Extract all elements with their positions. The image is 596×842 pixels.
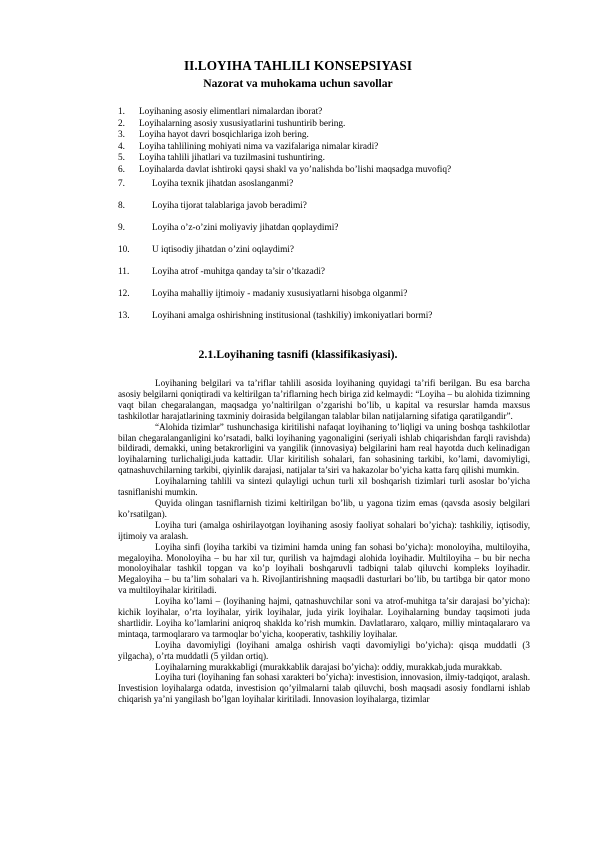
list-item-text: Loyihalarning asosiy xususiyatlarini tushuntirib bering. xyxy=(139,118,346,129)
list-item-number: 13. xyxy=(118,311,130,321)
chapter-title: II.LOYIHA TAHLILI KONSEPSIYASI xyxy=(183,58,413,73)
body-text xyxy=(118,378,530,705)
list-item-number: 10. xyxy=(118,245,130,255)
list-item-text: Loyiha o’z-o’zini moliyaviy jihatdan qoplaydimi? xyxy=(152,223,339,233)
list-item xyxy=(118,107,578,119)
list-item-number: 2. xyxy=(118,118,125,129)
list-item xyxy=(118,179,293,189)
paragraph: Loyiha ko’lami – (loyihaning hajmi, qatnashuvchilar soni va atrof-muhitga ta’sir darajasi bo’yicha): kichik loyihalar, o’rta loyihalar, yirik loyihalar, juda yirik loyihalar. Loyihalarning bunday taqsimoti juda shartlidir. Loyiha ko’lamlarini aniqroq shaklda ko’rish mumkin. Davlatlararo, xalqaro, milliy mintaqalararo va mintaqa, tarmoqlararo va tarmoqlar bo’yicha, kooperativ, tashkiliy loyihalar. xyxy=(118,596,530,639)
paragraph: “Alohida tizimlar” tushunchasiga kiritilishi nafaqat loyihaning to’liqligi va uning boshqa tashkilotlar bilan chegaralanganligini ko’rsatadi, balki loyihaning yagonaligini (seriyali ishlab chiqarishdan farqli ravishda) bildiradi, demakki, uning betakrorligini va yangilik (innovasiya) belgilarini ham real hayotda duch kelinadigan loyihalarning turlichaligi,juda kattadir. Ular kiritilish sohalari, fan sohasining tarkibi, ko’lami, davomiyligi, qatnashuvchilarning tarkibi, qiyinlik darajasi, natijalar ta’siri va hakazolar bo’yicha katta farq qilishi mumkin. xyxy=(118,421,530,476)
list-item xyxy=(118,245,294,255)
list-item xyxy=(118,165,578,177)
section-title: 2.1.Loyihaning tasnifi (klassifikasiyasi). xyxy=(198,347,398,361)
list-item-number: 9. xyxy=(118,223,125,233)
list-item-number: 5. xyxy=(118,153,125,164)
paragraph: Loyiha sinfi (loyiha tarkibi va tizimini hamda uning fan sohasi bo’yicha): monoloyiha, multiloyiha, megaloyiha. Monoloyiha – bu har xil tur, qurilish va hajmdagi alohida loyihadir. Multiloyiha – bu bir necha monoloyihalar tashkil topgan va ko’p loyihali boshqaruvli tadbiqni talab qiluvchi kompleks loyihadir. Megaloyiha – bu ta’lim sohalari va h. Rivojlantirishning maqsadli dasturlari bo’lib, bu tartibga bir qator mono va multiloyihalar kiritiladi. xyxy=(118,541,530,596)
list-item-text: Loyiha texnik jihatdan asoslanganmi? xyxy=(152,179,294,189)
paragraph: Loyihalarning murakkabligi (murakkablik darajasi bo’yicha): oddiy, murakkab,juda murakkab. xyxy=(155,661,503,672)
list-item-number: 3. xyxy=(118,130,125,141)
paragraph: Loyihalarning tahlili va sintezi qulayligi uchun turli xil boshqarish tizimlari turli asoslar bo’yicha tasniflanishi mumkin. xyxy=(118,476,530,498)
list-item-text: Loyihani amalga oshirishning institusional (tashkiliy) imkoniyatlari bormi? xyxy=(152,311,433,321)
paragraph: Loyiha davomiyligi (loyihani amalga oshirish vaqti davomiyligi bo’yicha): qisqa muddatli (3 yilgacha), o’rta muddatli (5 yildan ortiq). xyxy=(118,639,530,661)
list-item-number: 6. xyxy=(118,164,125,175)
list-item-text: Loyiha mahalliy ijtimoiy - madaniy xususiyatlarni hisobga olganmi? xyxy=(152,289,408,299)
list-item-text: Loyiha tahlilining mohiyati nima va vazifalariga nimalar kiradi? xyxy=(139,141,379,152)
list-item-number: 12. xyxy=(118,289,130,299)
list-item-text: U iqtisodiy jihatdan o’zini oqlaydimi? xyxy=(152,245,295,255)
paragraph: Loyiha turi (loyihaning fan sohasi xarakteri bo’yicha): investision, innovasion, ilmiy-tadqiqot, aralash. Investision loyihalarga odatda, investision qo’yilmalarni talab qiluvchi, bosh maqsadi asosiy fondlarni ishlab chiqarish ya’ni yangilash bo’lgan loyihalar kiritiladi. Innovasion loyihalarga, tizimlar xyxy=(118,672,530,705)
list-item xyxy=(118,130,578,142)
list-item-text: Loyiha hayot davri bosqichlariga izoh bering. xyxy=(139,130,309,141)
list-item-number: 8. xyxy=(118,201,125,211)
list-item xyxy=(118,153,578,165)
list-item-text: Loyihaning asosiy elimentlari nimalardan iborat? xyxy=(139,107,323,117)
paragraph: Loyihaning belgilari va ta’riflar tahlili asosida loyihaning quyidagi ta’rifi berilgan. Bu esa barcha asosiy belgilarni qoniqtiradi va keltirilgan ta’riflarning hech biriga zid kelmaydi: “Loyiha – bu alohida tizimning vaqt bilan chegaralangan, maqsadga yo’naltirilgan o’zgarishi bo’lib, u kapital va resurslar hamda maxsus tashkilotlar harajatlarining taxminiy doirasida belgilangan talablar bilan natijalarning sifatiga qaratilgandir”. xyxy=(118,378,530,421)
list-item-text: Loyiha tahlili jihatlari va tuzilmasini tushuntiring. xyxy=(139,153,325,164)
list-item xyxy=(118,267,325,277)
paragraph: Loyiha turi (amalga oshirilayotgan loyihaning asosiy faoliyat sohalari bo’yicha): tashkiliy, iqtisodiy, ijtimoiy va aralash. xyxy=(118,519,530,541)
chapter-subtitle: Nazorat va muhokama uchun savollar xyxy=(203,77,393,90)
list-item xyxy=(118,119,578,131)
list-item-number: 4. xyxy=(118,141,125,152)
list-item-number: 11. xyxy=(118,267,130,277)
list-item-number: 1. xyxy=(118,107,125,117)
list-item-number: 7. xyxy=(118,179,125,189)
list-item-text: Loyihalarda davlat ishtiroki qaysi shakl va yo’nalishda bo’lishi maqsadga muvofiq? xyxy=(139,164,452,175)
list-item-text: Loyiha atrof -muhitga qanday ta’sir o’tkazadi? xyxy=(152,267,326,277)
questions-list xyxy=(118,107,578,321)
list-item xyxy=(118,223,338,233)
list-item xyxy=(118,142,578,154)
paragraph: Quyida olingan tasniflarnish tizimi keltirilgan bo’lib, u yagona tizim emas (qavsda asosiy belgilari ko’rsatilgan). xyxy=(118,497,530,519)
list-item xyxy=(118,289,407,299)
list-item xyxy=(118,201,307,211)
list-item-text: Loyiha tijorat talablariga javob beradimi? xyxy=(152,201,307,211)
list-item xyxy=(118,311,432,321)
